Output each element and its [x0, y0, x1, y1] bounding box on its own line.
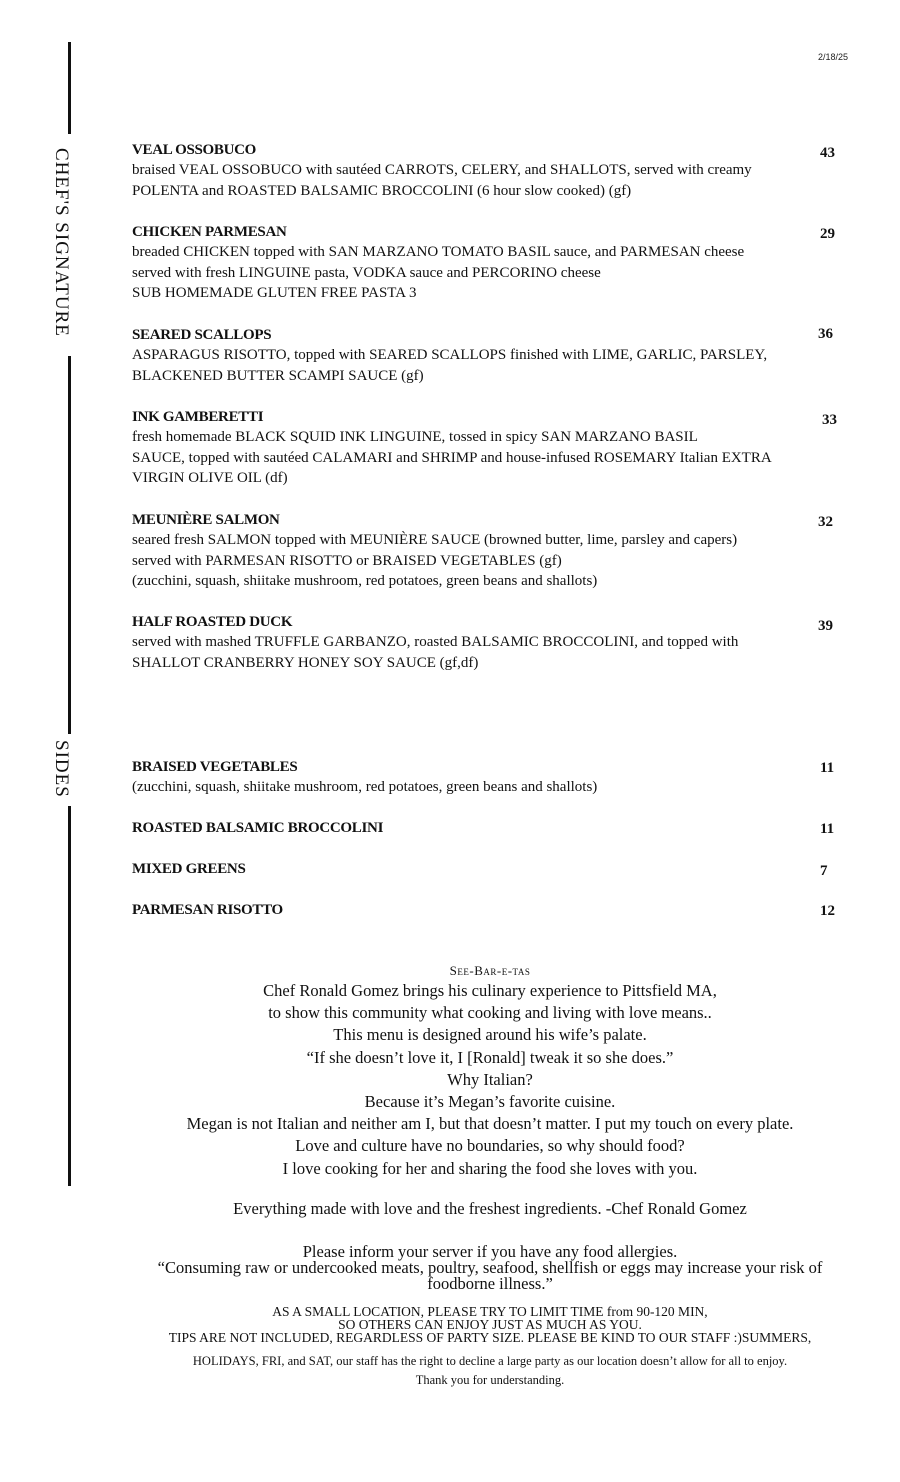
story-line: to show this community what cooking and living with love means.. — [268, 1003, 712, 1023]
item-description — [132, 242, 822, 304]
chef-signoff: Everything made with love and the freshest ingredients. -Chef Ronald Gomez — [233, 1199, 747, 1218]
menu-item — [132, 510, 822, 592]
description-line: SHALLOT CRANBERRY HONEY SOY SAUCE (gf,df) — [132, 654, 479, 671]
item-name: CHICKEN PARMESAN — [132, 224, 287, 240]
description-line: VIRGIN OLIVE OIL (df) — [132, 470, 288, 486]
story-line: Chef Ronald Gomez brings his culinary experience to Pittsfield MA, — [263, 981, 717, 1000]
item-price: 32 — [818, 514, 833, 530]
item-price: 11 — [820, 760, 835, 776]
item-description — [132, 160, 822, 201]
description-line: fresh homemade BLACK SQUID INK LINGUINE, tossed in spicy SAN MARZANO BASIL — [132, 429, 698, 445]
item-name: HALF ROASTED DUCK — [132, 614, 293, 630]
divider-line — [68, 806, 71, 1186]
item-name: PARMESAN RISOTTO — [132, 902, 283, 918]
item-price: 43 — [820, 145, 835, 161]
allergy-line: “Consuming raw or undercooked meats, poultry, seafood, shellfish or eggs may increase your risk of — [157, 1258, 823, 1277]
item-description — [132, 427, 822, 489]
description-line: (zucchini, squash, shiitake mushroom, red potatoes, green beans and shallots) — [132, 779, 598, 795]
allergy-line: foodborne illness.” — [427, 1274, 553, 1293]
section-label-signature: CHEF'S SIGNATURE — [51, 148, 72, 337]
item-description — [132, 777, 792, 798]
item-price: 33 — [822, 412, 837, 428]
divider-line — [68, 42, 71, 134]
description-line: POLENTA and ROASTED BALSAMIC BROCCOLINI (6 hour slow cooked) (gf) — [132, 182, 632, 199]
description-line: served with mashed TRUFFLE GARBANZO, roasted BALSAMIC BROCCOLINI, and topped with — [132, 634, 739, 650]
menu-item — [132, 140, 822, 201]
side-item — [132, 859, 792, 879]
item-price: 36 — [818, 326, 833, 342]
description-line: breaded CHICKEN topped with SAN MARZANO TOMATO BASIL sauce, and PARMESAN cheese — [132, 244, 745, 260]
item-name: ROASTED BALSAMIC BROCCOLINI — [132, 820, 384, 836]
notice-line: SO OTHERS CAN ENJOY JUST AS MUCH AS YOU. — [338, 1317, 642, 1332]
item-name: BRAISED VEGETABLES — [132, 759, 298, 775]
description-line: seared fresh SALMON topped with MEUNIÈRE SAUCE (browned butter, lime, parsley and capers) — [132, 532, 738, 548]
notice-line: AS A SMALL LOCATION, PLEASE TRY TO LIMIT TIME from 90-120 MIN, — [272, 1304, 708, 1319]
item-price: 11 — [820, 821, 835, 837]
story-line: Megan is not Italian and neither am I, but that doesn’t matter. I put my touch on every plate. — [186, 1114, 794, 1134]
menu-item — [132, 407, 822, 489]
description-line: served with fresh LINGUINE pasta, VODKA sauce and PERCORINO cheese — [132, 264, 601, 281]
description-line: BLACKENED BUTTER SCAMPI SAUCE (gf) — [132, 367, 424, 384]
item-price: 39 — [818, 618, 833, 634]
description-line: (zucchini, squash, shiitake mushroom, red potatoes, green beans and shallots) — [132, 573, 598, 589]
side-item — [132, 900, 792, 920]
description-line: served with PARMESAN RISOTTO or BRAISED VEGETABLES (gf) — [132, 552, 562, 569]
story-title: See-Bar-e-tas — [449, 963, 531, 978]
menu-item — [132, 325, 822, 386]
side-item — [132, 757, 792, 798]
notice-line: Thank you for understanding. — [415, 1373, 565, 1387]
item-name: MEUNIÈRE SALMON — [132, 512, 280, 528]
item-name: INK GAMBERETTI — [132, 409, 264, 425]
item-description — [132, 345, 822, 386]
story-line: Why Italian? — [447, 1069, 533, 1089]
item-price: 7 — [820, 863, 828, 879]
story-line: “If she doesn’t love it, I [Ronald] tweak it so she does.” — [306, 1047, 674, 1067]
item-price: 12 — [820, 903, 835, 919]
chef-story — [100, 962, 880, 1180]
allergy-line: Please inform your server if you have any food allergies. — [302, 1242, 678, 1261]
item-name: SEARED SCALLOPS — [132, 327, 272, 343]
story-line: This menu is designed around his wife’s palate. — [333, 1025, 647, 1045]
story-line: Because it’s Megan’s favorite cuisine. — [364, 1092, 616, 1112]
description-line: ASPARAGUS RISOTTO, topped with SEARED SCALLOPS finished with LIME, GARLIC, PARSLEY, — [132, 347, 768, 363]
item-name: MIXED GREENS — [132, 861, 246, 877]
side-item — [132, 818, 792, 838]
item-description — [132, 530, 822, 592]
story-line: Love and culture have no boundaries, so why should food? — [295, 1136, 685, 1156]
item-description — [132, 632, 822, 673]
time-limit-notice — [100, 1305, 880, 1344]
divider-line — [68, 356, 71, 734]
description-line: SAUCE, topped with sautéed CALAMARI and SHRIMP and house-infused ROSEMARY Italian EXTRA — [132, 449, 772, 466]
party-policy-notice — [100, 1352, 880, 1390]
section-label-sides: SIDES — [51, 740, 72, 798]
item-name: VEAL OSSOBUCO — [132, 142, 257, 158]
item-price: 29 — [820, 226, 835, 242]
description-line: braised VEAL OSSOBUCO with sautéed CARROTS, CELERY, and SHALLOTS, served with creamy — [132, 162, 752, 178]
description-line: SUB HOMEMADE GLUTEN FREE PASTA 3 — [132, 285, 417, 301]
menu-item — [132, 222, 822, 304]
notice-line: HOLIDAYS, FRI, and SAT, our staff has the right to decline a large party as our location doesn’t allow for all to enjoy. — [192, 1354, 788, 1368]
story-line: I love cooking for her and sharing the food she loves with you. — [282, 1158, 698, 1178]
notice-line: TIPS ARE NOT INCLUDED, REGARDLESS OF PARTY SIZE. PLEASE BE KIND TO OUR STAFF :)SUMMERS, — [168, 1330, 812, 1345]
menu-date: 2/18/25 — [818, 52, 849, 62]
allergy-notice — [100, 1244, 880, 1292]
menu-item — [132, 612, 822, 673]
